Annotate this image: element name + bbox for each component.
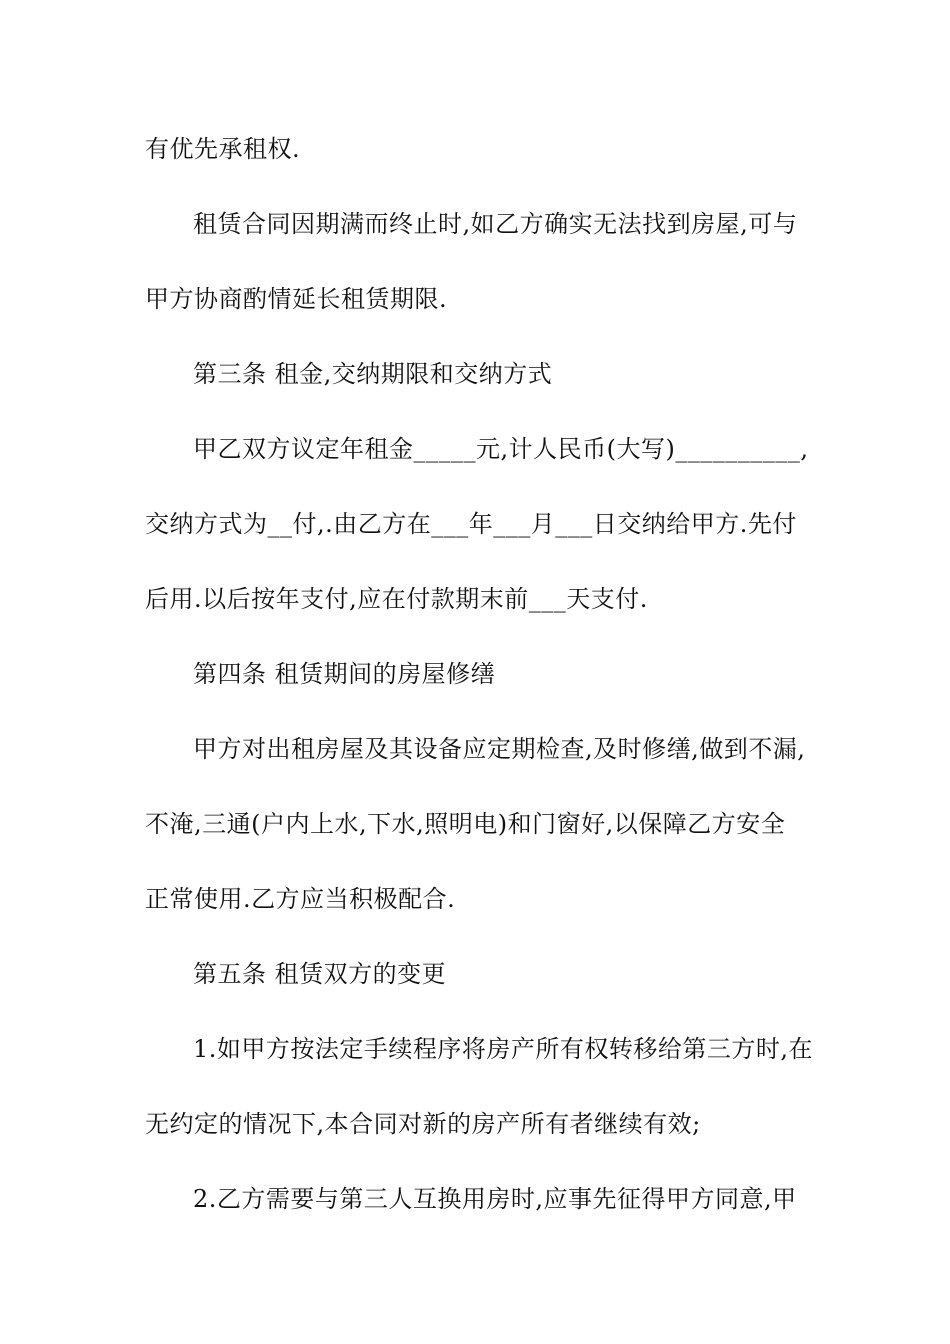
text-line: 无约定的情况下,本合同对新的房产所有者继续有效; bbox=[145, 1110, 701, 1138]
text-line: 甲方协商酌情延长租赁期限. bbox=[145, 285, 448, 313]
text-line: 甲方对出租房屋及其设备应定期检查,及时修缮,做到不漏, bbox=[193, 735, 806, 763]
text-line: 有优先承租权. bbox=[145, 135, 301, 163]
section-heading: 第四条 租赁期间的房屋修缮 bbox=[193, 660, 496, 688]
text-line: 后用.以后按年支付,应在付款期末前___天支付. bbox=[145, 585, 648, 613]
section-heading: 第三条 租金,交纳期限和交纳方式 bbox=[193, 360, 553, 388]
text-line: 租赁合同因期满而终止时,如乙方确实无法找到房屋,可与 bbox=[193, 210, 798, 238]
text-line: 甲乙双方议定年租金_____元,计人民币(大写)__________, bbox=[193, 435, 809, 463]
text-line: 2.乙方需要与第三人互换用房时,应事先征得甲方同意,甲 bbox=[193, 1185, 797, 1213]
text-line: 正常使用.乙方应当积极配合. bbox=[145, 885, 456, 913]
text-line: 1.如甲方按法定手续程序将房产所有权转移给第三方时,在 bbox=[193, 1035, 814, 1063]
text-line: 交纳方式为__付,.由乙方在___年___月___日交纳给甲方.先付 bbox=[145, 510, 797, 538]
text-line: 不淹,三通(户内上水,下水,照明电)和门窗好,以保障乙方安全 bbox=[145, 810, 786, 838]
section-heading: 第五条 租赁双方的变更 bbox=[193, 960, 447, 988]
